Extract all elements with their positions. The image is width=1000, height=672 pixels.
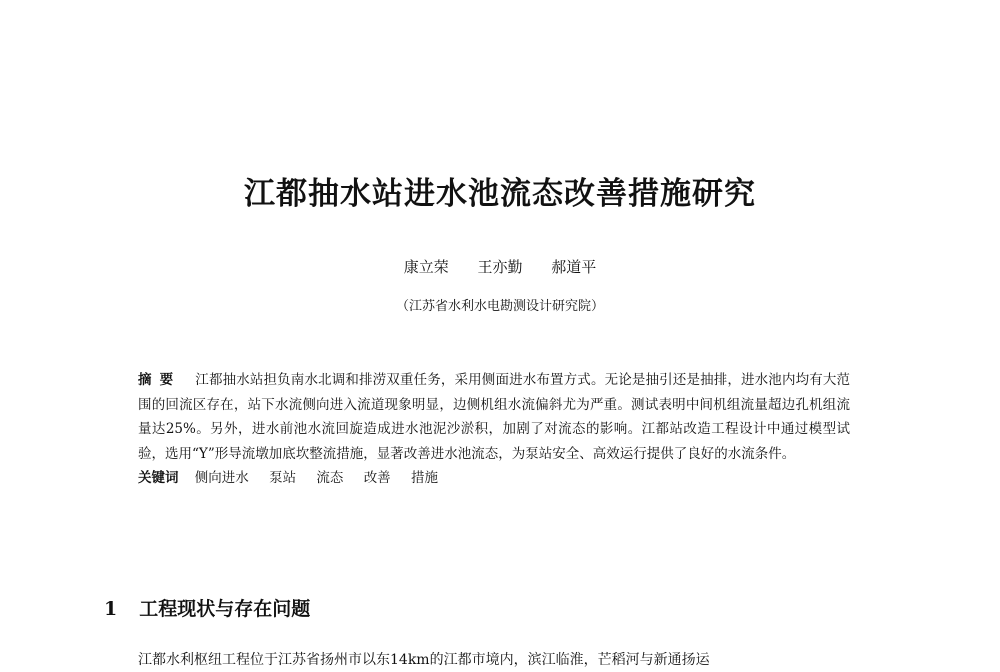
affiliation: （江苏省水利水电勘测设计研究院） [395, 299, 604, 314]
abstract-paragraph [138, 368, 850, 466]
paper-title: 江都抽水站进水池流态改善措施研究 [244, 176, 756, 212]
abstract-text: 江都抽水站担负南水北调和排涝双重任务，采用侧面进水布置方式。无论是抽引还是抽排，进水池内均有大范围的回流区存在，站下水流侧向进入流道现象明显，边侧机组水流偏斜尤为严重。测试表明中间机组流量超边孔机组流量达25%。另外，进水前池水流回旋造成进水池泥沙淤积，加剧了对流态的影响。江都站改造工程设计中通过模型试验，选用“Y”形导流墩加底坎整流措施，显著改善进水池流态，为泵站安全、高效运行提供了良好的水流条件。 [138, 372, 851, 462]
keyword: 措施 [410, 470, 438, 486]
author-list [0, 255, 1000, 279]
keyword: 改善 [363, 470, 391, 486]
abstract-block [138, 368, 850, 491]
keywords-line [138, 466, 850, 491]
author-name: 王亦勤 [477, 258, 523, 276]
keyword: 流态 [316, 470, 344, 486]
section-title: 工程现状与存在问题 [139, 598, 311, 620]
body-text-partial: 江都水利枢纽工程位于江苏省扬州市以东14km的江都市境内，滨江临淮，芒稻河与新通扬运 [138, 652, 710, 668]
author-name: 康立荣 [403, 258, 449, 276]
keyword: 泵站 [269, 470, 297, 486]
author-name: 郝道平 [551, 258, 597, 276]
abstract-label: 摘要 [138, 372, 182, 388]
keywords-label: 关键词 [138, 470, 179, 486]
section-heading [104, 594, 310, 624]
keyword: 侧向进水 [194, 470, 249, 486]
section-number: 1 [104, 598, 118, 620]
